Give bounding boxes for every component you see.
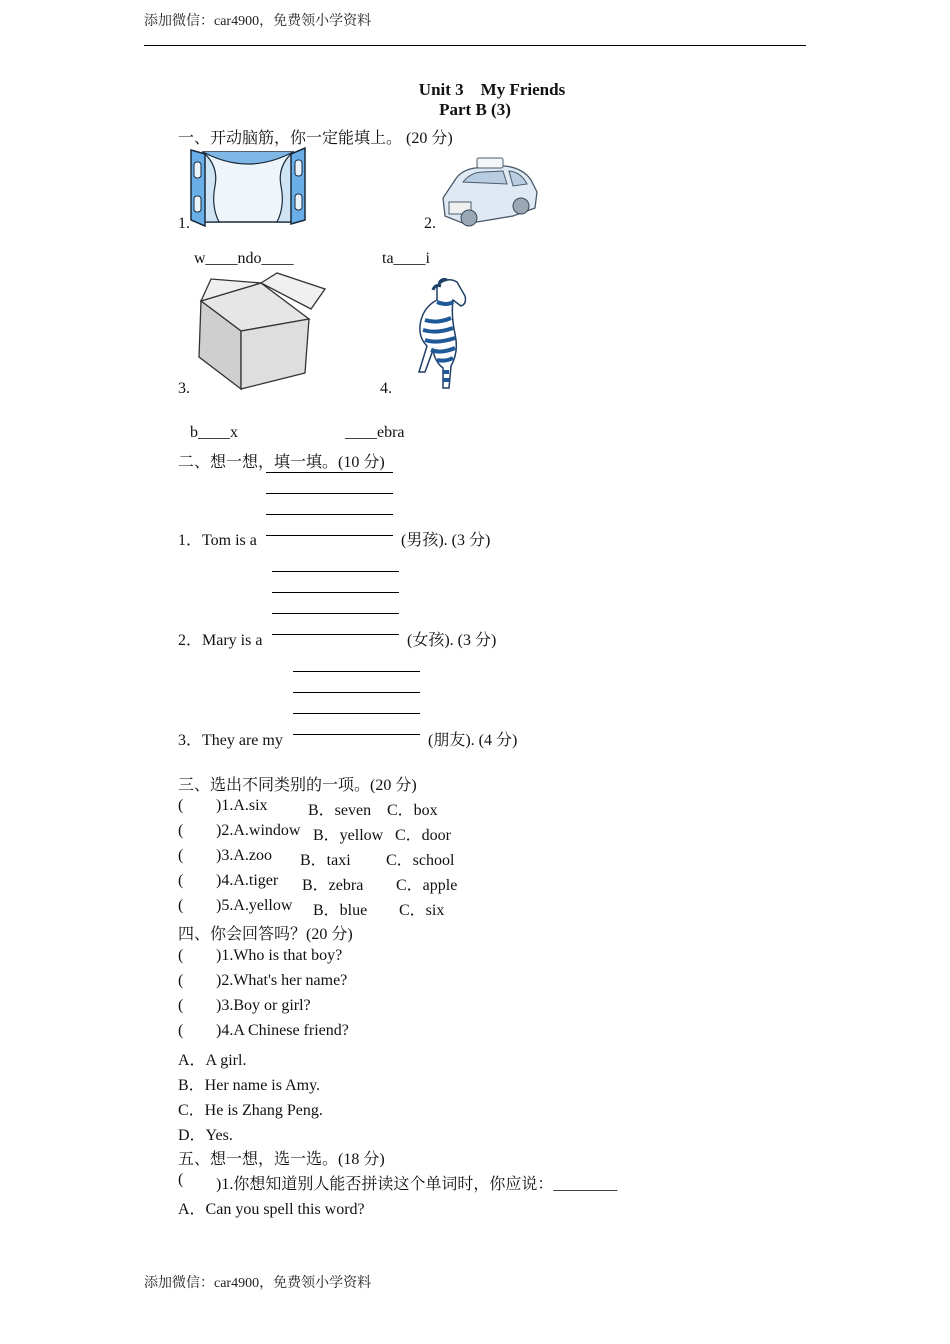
q2-prefix: 2．Mary is a [178, 632, 263, 649]
page-header: 添加微信：car4900，免费领小学资料 [144, 14, 372, 29]
writing-line [272, 571, 399, 572]
s3-q4-c: C．apple [396, 877, 458, 894]
s4-q2-paren: ( [178, 972, 184, 989]
s3-q1-c: C．box [387, 802, 438, 819]
s4-q2: )2.What's her name? [216, 972, 348, 989]
answer-line-3[interactable] [293, 734, 420, 735]
item2-word: ta____i [382, 250, 430, 267]
writing-line [293, 692, 420, 693]
q1-suffix: (男孩). (3 分) [401, 532, 491, 549]
s3-q5-a: )5.A.yellow [216, 897, 293, 914]
q2-suffix: (女孩). (3 分) [407, 632, 497, 649]
s3-q4-b: B．zebra [302, 877, 364, 894]
item1-number: 1. [178, 215, 190, 232]
s4-answer-a: A．A girl. [178, 1052, 247, 1069]
section1-heading: 一、开动脑筋，你一定能填上。 (20 分) [178, 130, 453, 147]
s3-q1-paren: ( [178, 797, 184, 814]
writing-line [293, 671, 420, 672]
s3-q2-c: C．door [395, 827, 452, 844]
s4-q1-paren: ( [178, 947, 184, 964]
s4-q1: )1.Who is that boy? [216, 947, 343, 964]
writing-line [266, 493, 393, 494]
writing-line [272, 592, 399, 593]
s3-q3-paren: ( [178, 847, 184, 864]
answer-line-2[interactable] [272, 634, 399, 635]
s3-q3-b: B．taxi [300, 852, 351, 869]
writing-line [266, 472, 393, 473]
section2-heading: 二、想一想，填一填。(10 分) [178, 454, 385, 471]
answer-line-1[interactable] [266, 535, 393, 536]
s3-q5-paren: ( [178, 897, 184, 914]
item4-word: ____ebra [345, 424, 405, 441]
s5-option-a: A．Can you spell this word? [178, 1201, 365, 1218]
s4-q3: )3.Boy or girl? [216, 997, 311, 1014]
header-rule [144, 45, 806, 46]
s4-answer-c: C．He is Zhang Peng. [178, 1102, 323, 1119]
unit-title: Unit 3 My Friends [418, 80, 566, 99]
part-title: Part B (3) [439, 100, 511, 119]
s4-q4-paren: ( [178, 1022, 184, 1039]
section3-heading: 三、选出不同类别的一项。(20 分) [178, 777, 417, 794]
taxi-icon [435, 154, 540, 230]
item4-number: 4. [380, 380, 392, 397]
writing-line [293, 713, 420, 714]
s3-q2-b: B．yellow [313, 827, 384, 844]
s5-q1-paren: ( [178, 1171, 184, 1188]
item3-number: 3. [178, 380, 190, 397]
q3-suffix: (朋友). (4 分) [428, 732, 518, 749]
writing-line [266, 514, 393, 515]
s4-answer-d: D．Yes. [178, 1127, 233, 1144]
item2-number: 2. [424, 215, 436, 232]
s4-q4: )4.A Chinese friend? [216, 1022, 349, 1039]
s3-q1-b: B．seven [308, 802, 372, 819]
s3-q2-paren: ( [178, 822, 184, 839]
zebra-icon [407, 276, 475, 392]
s4-q3-paren: ( [178, 997, 184, 1014]
s3-q2-a: )2.A.window [216, 822, 301, 839]
q1-prefix: 1．Tom is a [178, 532, 257, 549]
s3-q4-paren: ( [178, 872, 184, 889]
s5-q1: )1.你想知道别人能否拼读这个单词时，你应说：________ [216, 1176, 618, 1193]
s3-q3-a: )3.A.zoo [216, 847, 272, 864]
s3-q5-b: B．blue [313, 902, 368, 919]
window-icon [189, 146, 307, 228]
page-footer: 添加微信：car4900，免费领小学资料 [144, 1276, 372, 1291]
s3-q3-c: C．school [386, 852, 455, 869]
q3-prefix: 3．They are my [178, 732, 283, 749]
item3-word: b____x [190, 424, 238, 441]
s3-q5-c: C．six [399, 902, 445, 919]
s4-answer-b: B．Her name is Amy. [178, 1077, 321, 1094]
section4-heading: 四、你会回答吗？(20 分) [178, 926, 353, 943]
box-icon [191, 271, 326, 393]
s3-q4-a: )4.A.tiger [216, 872, 279, 889]
item1-word: w____ndo____ [194, 250, 294, 267]
section5-heading: 五、想一想，选一选。(18 分) [178, 1151, 385, 1168]
s3-q1-a: )1.A.six [216, 797, 268, 814]
writing-line [272, 613, 399, 614]
